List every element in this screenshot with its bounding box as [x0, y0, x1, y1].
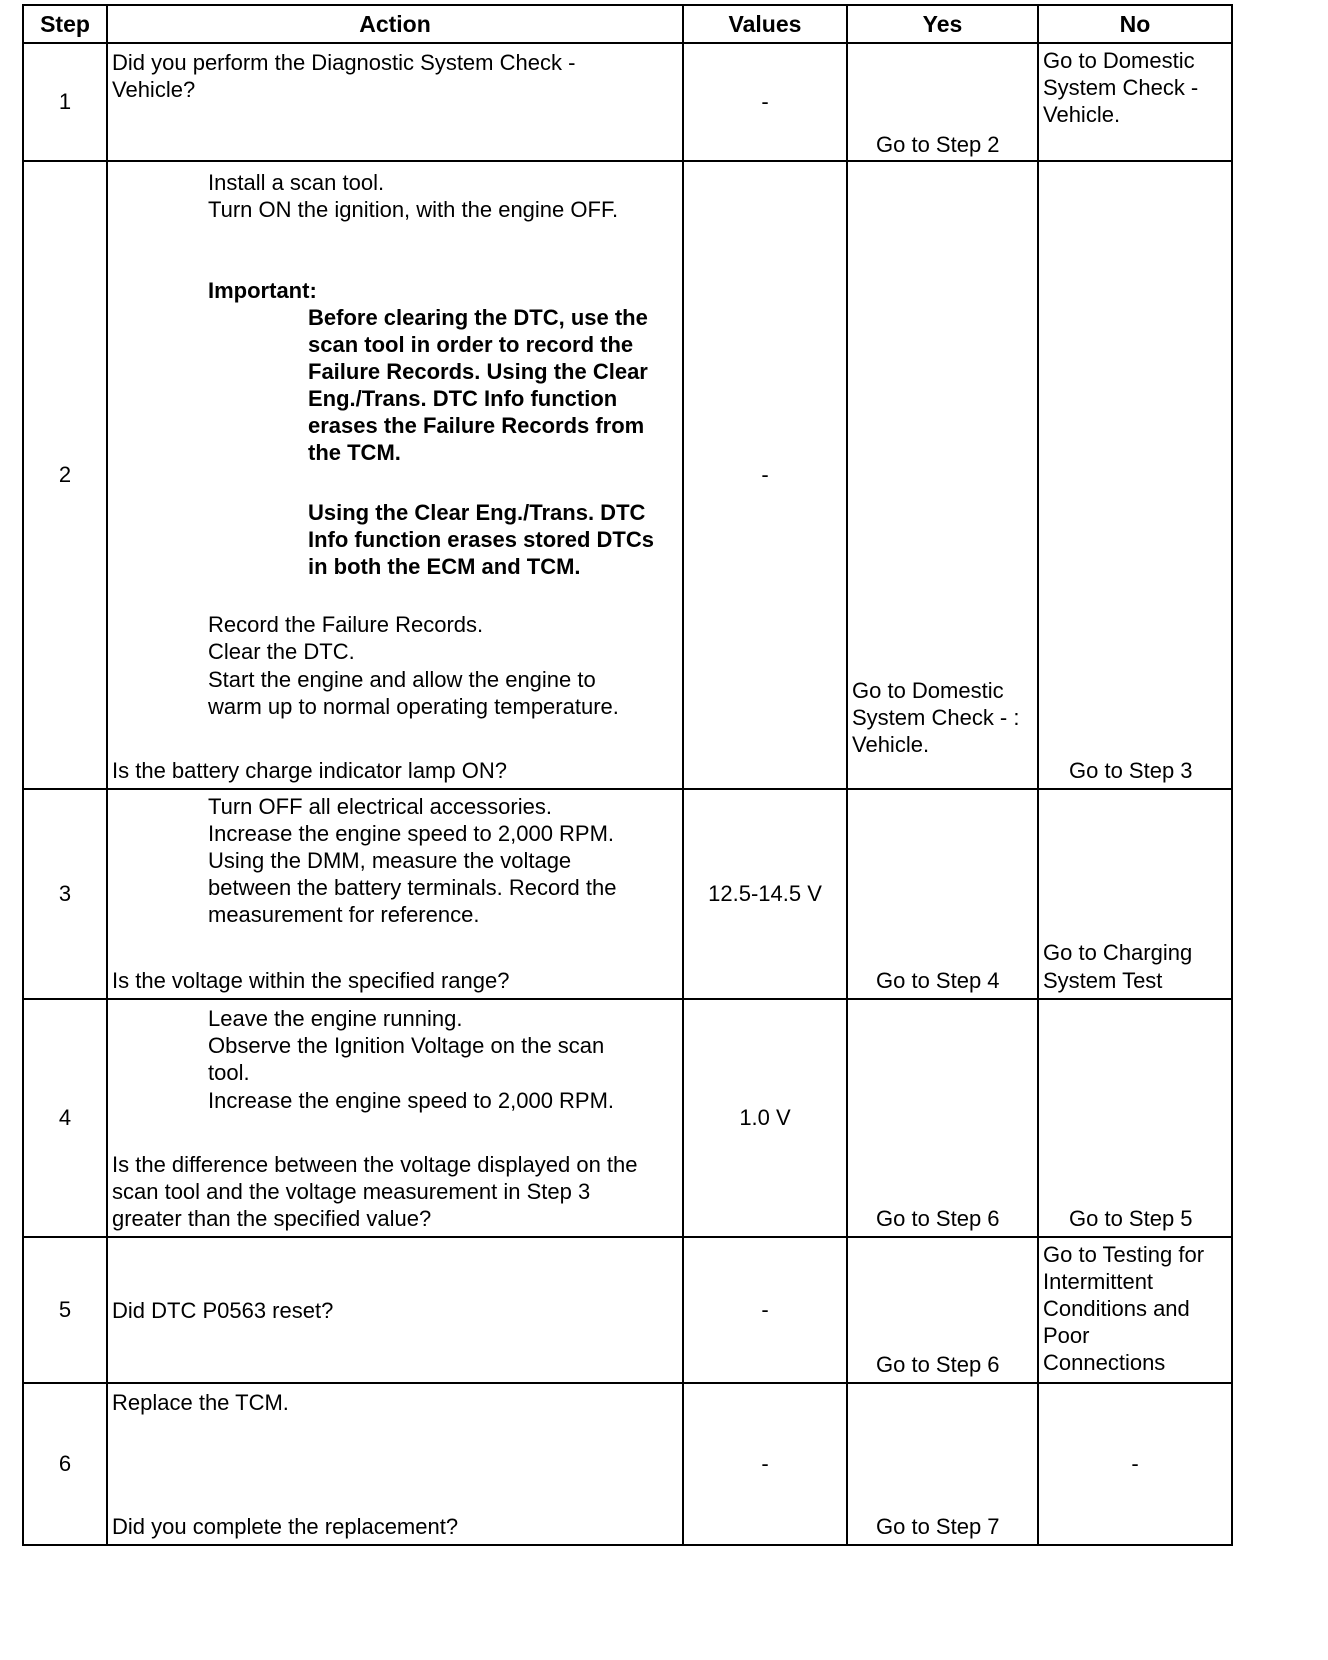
step-number: 3: [22, 788, 108, 1000]
action-cell: [106, 788, 684, 1000]
no-cell: [1037, 788, 1233, 1000]
action-line: Observe the Ignition Voltage on the scan: [208, 1033, 605, 1058]
yes-line: Go to Step 6: [876, 1206, 1000, 1231]
action-cell: [106, 1236, 684, 1384]
no-line: Intermittent: [1043, 1269, 1154, 1294]
question-line: greater than the specified value?: [112, 1206, 432, 1231]
value-cell: -: [682, 160, 848, 790]
yes-cell: [846, 998, 1039, 1238]
no-line: Vehicle.: [1043, 102, 1121, 127]
step-number: 2: [22, 160, 108, 790]
no-cell: -: [1037, 1382, 1233, 1546]
yes-line: Go to Step 7: [876, 1514, 1000, 1539]
value-cell: -: [682, 1236, 848, 1384]
action-cell: [106, 1382, 684, 1546]
yes-cell: [846, 160, 1039, 790]
important-line: in both the ECM and TCM.: [308, 554, 581, 579]
action-line: Increase the engine speed to 2,000 RPM.: [208, 1088, 615, 1113]
header-yes: Yes: [846, 4, 1039, 44]
action-line: Leave the engine running.: [208, 1006, 463, 1031]
action-line: Start the engine and allow the engine to: [208, 667, 596, 692]
important-label: Important:: [208, 278, 317, 303]
step-number: 6: [22, 1382, 108, 1546]
important-line: the TCM.: [308, 440, 401, 465]
step-number: 1: [22, 42, 108, 162]
yes-line: Go to Domestic: [852, 678, 1004, 703]
no-line: Connections: [1043, 1350, 1166, 1375]
action-line: Turn ON the ignition, with the engine OFF.: [208, 197, 619, 222]
header-no: No: [1037, 4, 1233, 44]
no-line: Go to Testing for: [1043, 1242, 1205, 1267]
action-line: between the battery terminals. Record the: [208, 875, 617, 900]
no-line: Conditions and: [1043, 1296, 1190, 1321]
no-cell: [1037, 42, 1233, 162]
no-cell: [1037, 160, 1233, 790]
important-line: Using the Clear Eng./Trans. DTC: [308, 500, 646, 525]
no-line: Go to Charging: [1043, 940, 1193, 965]
value-cell: -: [682, 42, 848, 162]
yes-cell: [846, 42, 1039, 162]
action-line: measurement for reference.: [208, 902, 480, 927]
action-line: warm up to normal operating temperature.: [208, 694, 619, 719]
header-step: Step: [22, 4, 108, 44]
question-line: Is the voltage within the specified range?: [112, 968, 510, 993]
question-line: Is the battery charge indicator lamp ON?: [112, 758, 507, 783]
important-line: scan tool in order to record the: [308, 332, 634, 357]
question-line: Did you complete the replacement?: [112, 1514, 459, 1539]
action-line: Did you perform the Diagnostic System Check -: [112, 50, 576, 75]
header-action: Action: [106, 4, 684, 44]
important-line: erases the Failure Records from: [308, 413, 645, 438]
no-cell: [1037, 998, 1233, 1238]
question-line: Is the difference between the voltage displayed on the: [112, 1152, 638, 1177]
action-cell: [106, 42, 684, 162]
yes-cell: [846, 1236, 1039, 1384]
step-number: 5: [22, 1236, 108, 1384]
important-line: Before clearing the DTC, use the: [308, 305, 648, 330]
no-line: Go to Step 3: [1069, 758, 1193, 783]
action-cell: [106, 998, 684, 1238]
action-line: Vehicle?: [112, 77, 196, 102]
question-line: scan tool and the voltage measurement in Step 3: [112, 1179, 591, 1204]
yes-line: Go to Step 6: [876, 1352, 1000, 1377]
important-line: Info function erases stored DTCs: [308, 527, 654, 552]
important-line: Failure Records. Using the Clear: [308, 359, 648, 384]
yes-cell: [846, 1382, 1039, 1546]
important-line: Eng./Trans. DTC Info function: [308, 386, 618, 411]
action-line: tool.: [208, 1060, 250, 1085]
yes-line: Go to Step 2: [876, 132, 1000, 157]
no-line: System Test: [1043, 968, 1163, 993]
value-cell: 1.0 V: [682, 998, 848, 1238]
value-cell: 12.5-14.5 V: [682, 788, 848, 1000]
action-line: Install a scan tool.: [208, 170, 385, 195]
action-line: Turn OFF all electrical accessories.: [208, 794, 552, 819]
yes-line: System Check - :: [852, 705, 1020, 730]
no-line: System Check -: [1043, 75, 1199, 100]
no-line: Poor: [1043, 1323, 1090, 1348]
action-line: Record the Failure Records.: [208, 612, 484, 637]
header-values: Values: [682, 4, 848, 44]
no-line: Go to Step 5: [1069, 1206, 1193, 1231]
yes-cell: [846, 788, 1039, 1000]
action-line: Using the DMM, measure the voltage: [208, 848, 572, 873]
no-line: Go to Domestic: [1043, 48, 1195, 73]
action-line: Replace the TCM.: [112, 1390, 289, 1415]
step-number: 4: [22, 998, 108, 1238]
yes-line: Go to Step 4: [876, 968, 1000, 993]
no-cell: [1037, 1236, 1233, 1384]
yes-line: Vehicle.: [852, 732, 930, 757]
value-cell: -: [682, 1382, 848, 1546]
action-cell: [106, 160, 684, 790]
action-line: Clear the DTC.: [208, 639, 355, 664]
action-line: Increase the engine speed to 2,000 RPM.: [208, 821, 615, 846]
diagnostic-table: [22, 4, 1314, 1646]
action-line: Did DTC P0563 reset?: [112, 1298, 334, 1323]
